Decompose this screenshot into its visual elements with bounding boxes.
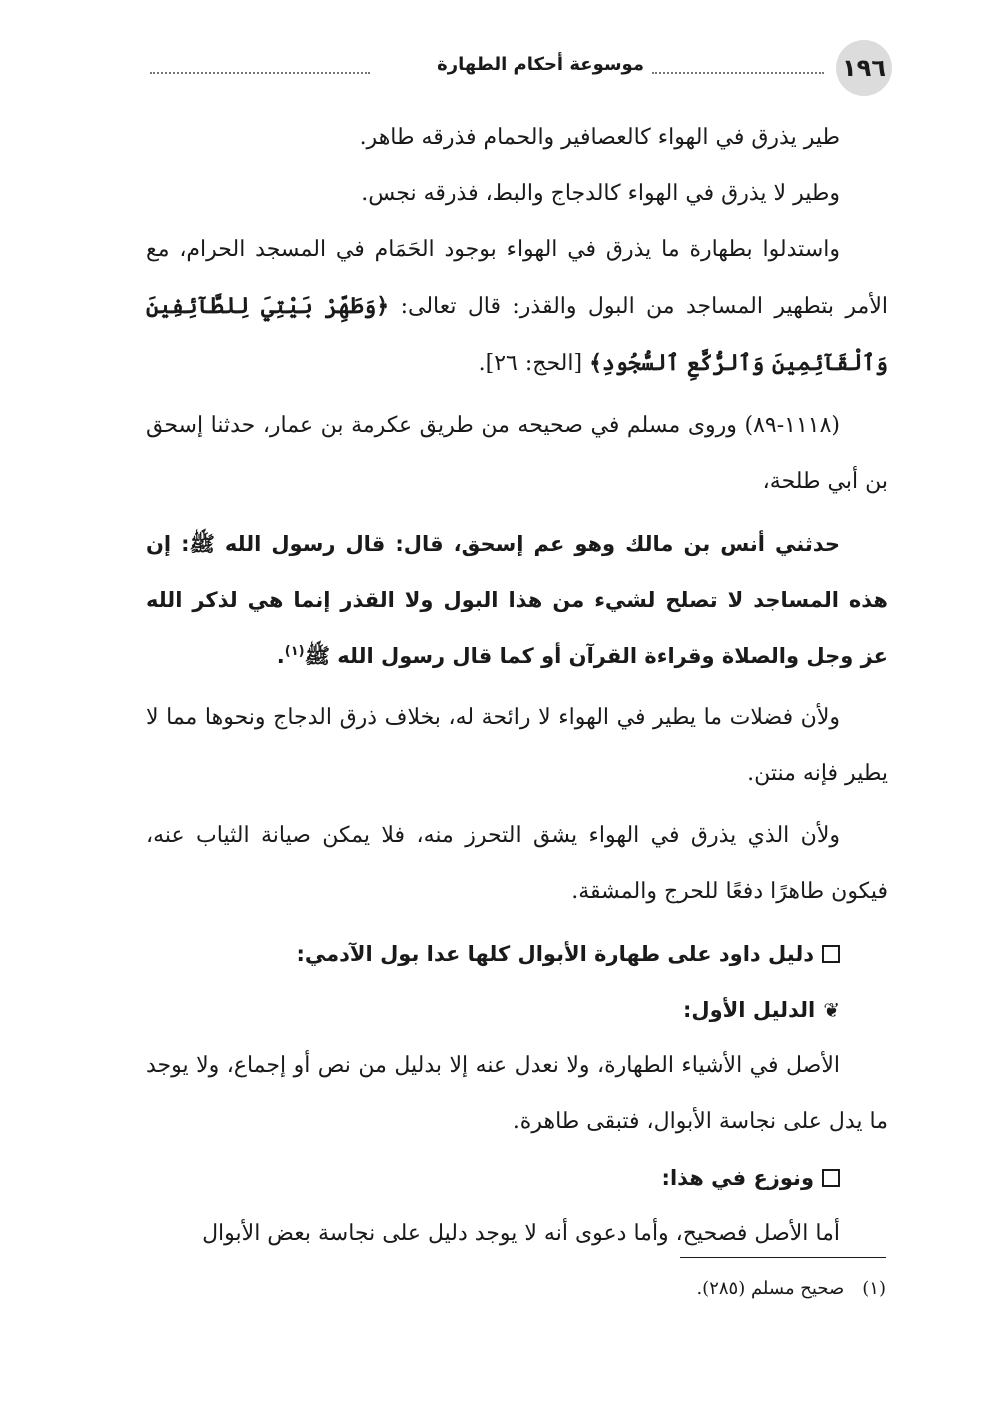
heading-text: دليل داود على طهارة الأبوال كلها عدا بول الآدمي: (296, 942, 814, 966)
section-heading (146, 926, 888, 982)
paragraph: ولأن فضلات ما يطير في الهواء لا رائحة له، بخلاف ذرق الدجاج ونحوها مما لا يطير فإنه منتن. (146, 705, 888, 786)
page-header (140, 40, 892, 100)
quran-verse: ﴿وَطَهِّرْ بَيْتِيَ لِلطَّآئِفِينَ وَٱلْقَآئِمِينَ وَٱلرُّكَّعِ ٱلسُّجُودِ﴾ (146, 293, 888, 376)
paragraph: أما الأصل فصحيح، وأما دعوى أنه لا يوجد دليل على نجاسة بعض الأبوال (202, 1221, 840, 1246)
header-title: موسوعة أحكام الطهارة (437, 54, 644, 75)
verse-reference: [الحج: ٢٦]. (478, 351, 590, 376)
paragraph: الأصل في الأشياء الطهارة، ولا نعدل عنه إلا بدليل من نص أو إجماع، ولا يوجد ما يدل على نجاسة الأبوال، فتبقى طاهرة. (146, 1053, 888, 1134)
page-body (146, 110, 888, 1262)
paragraph-verse (146, 222, 888, 392)
header-dotted-leader (652, 58, 824, 74)
header-dotted-leader (150, 58, 370, 74)
footnote-reference[interactable]: (١) (284, 644, 305, 659)
footnote-text: صحيح مسلم (٢٨٥). (696, 1278, 845, 1299)
section-heading (146, 1150, 888, 1206)
hadith-text: حدثني أنس بن مالك وهو عم إسحق، قال: قال رسول الله ﷺ: إن هذه المساجد لا تصلح لشيء من هذا البول ولا القذر إنما هي لذكر الله عز وجل والصلاة وقراءة القرآن أو كما قال رسول الله ﷺ$^{(١)}$. (146, 532, 888, 668)
heading-text: ونوزع في هذا: (661, 1166, 814, 1190)
footnote-marker: (١) (862, 1278, 886, 1299)
hadith-body: حدثني أنس بن مالك وهو عم إسحق، قال: قال رسول الله ﷺ: إن هذه المساجد لا تصلح لشيء من هذا البول ولا القذر إنما هي لذكر الله عز وجل والصلاة وقراءة القرآن أو كما قال رسول الله ﷺ (146, 532, 888, 668)
heading-text: الدليل الأول: (683, 998, 816, 1022)
paragraph: وطير لا يذرق في الهواء كالدجاج والبط، فذرقه نجس. (361, 181, 840, 206)
page-number: ١٩٦ (836, 40, 892, 96)
checkbox-square-icon (822, 945, 840, 963)
footnote (696, 1278, 886, 1299)
paragraph: ولأن الذي يذرق في الهواء يشق التحرز منه، فلا يمكن صيانة الثياب عنه، فيكون طاهرًا دفعًا للحرج والمشقة. (146, 823, 888, 904)
footnote-separator (680, 1257, 886, 1258)
leaf-bullet-icon: ❦ (823, 998, 840, 1022)
paragraph-text: واستدلوا بطهارة ما يذرق في الهواء بوجود الحَمَام في المسجد الحرام، مع الأمر بتطهير المساجد من البول والقذر: قال تعالى: (146, 237, 888, 319)
subsection-heading (146, 982, 888, 1038)
hadith-chain: (١١١٨-٨٩) وروى مسلم في صحيحه من طريق عكرمة بن عمار، حدثنا إسحق بن أبي طلحة، (146, 413, 888, 494)
paragraph: طير يذرق في الهواء كالعصافير والحمام فذرقه طاهر. (359, 125, 840, 150)
checkbox-square-icon (822, 1169, 840, 1187)
